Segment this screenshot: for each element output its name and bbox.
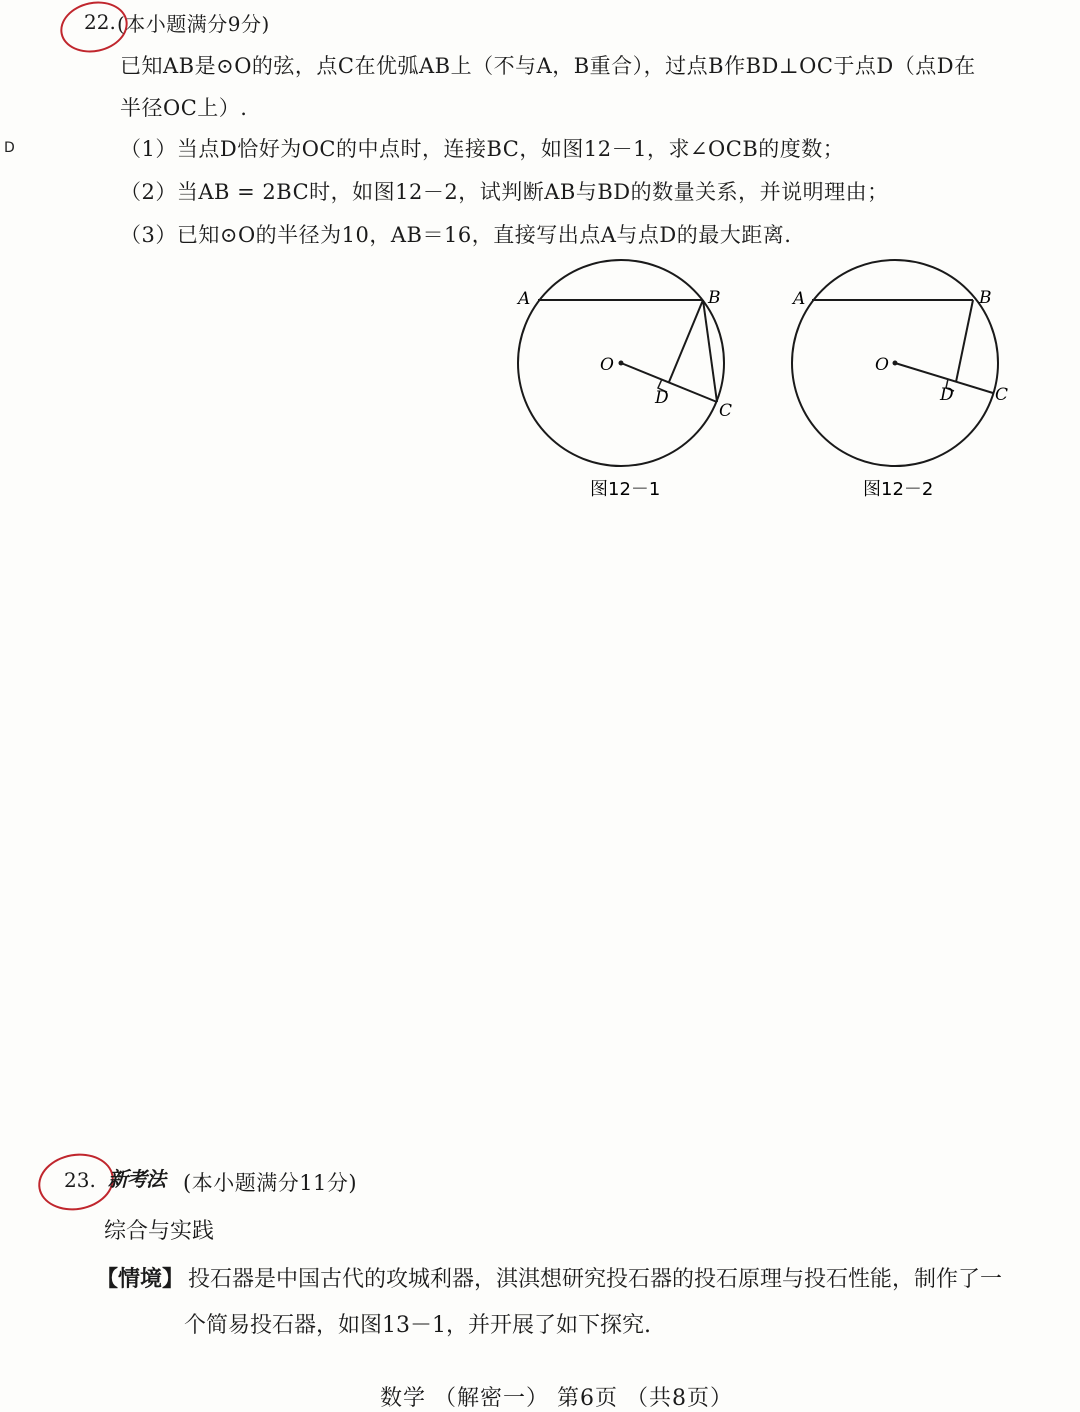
fig1-label-o: O [600, 355, 614, 375]
q22-part3: （3）已知⊙O的半径为10，AB＝16，直接写出点A与点D的最大距离. [120, 223, 792, 247]
fig2-label-d: D [940, 385, 954, 405]
fig2-label-c: C [995, 385, 1009, 405]
q23-context-tag: 【情境】 [96, 1266, 185, 1292]
fig2-label-o: O [875, 355, 889, 375]
fig1-segment-bc [703, 300, 717, 402]
q22-part2: （2）当AB = 2BC时，如图12－2，试判断AB与BD的数量关系，并说明理由； [120, 180, 889, 204]
q22-number: 22. [84, 10, 116, 34]
fig2-center-dot [893, 361, 898, 366]
fig2-label-a: A [793, 289, 806, 309]
fig1-label-a: A [518, 289, 531, 309]
q23-section-title: 综合与实践 [104, 1219, 215, 1244]
fig1-caption: 图12－1 [590, 479, 661, 500]
q23-header: (本小题满分11分) [183, 1171, 358, 1195]
q23-context-line1: 投石器是中国古代的攻城利器，淇淇想研究投石器的投石原理与投石性能，制作了一 [188, 1267, 1003, 1292]
q23-context-line2: 个简易投石器，如图13－1，并开展了如下探究. [184, 1313, 651, 1338]
q23-new-method-badge: 新考法 [108, 1167, 165, 1191]
page-footer: 数学 （解密一） 第6页 （共8页） [380, 1386, 733, 1411]
fig2-segment-bd [956, 300, 973, 382]
q22-stem-line2: 半径OC上）. [120, 96, 248, 120]
q22-stem-line1: 已知AB是⊙O的弦，点C在优弧AB上（不与A，B重合），过点B作BD⊥OC于点D（点D在 [120, 54, 976, 78]
fig2-label-b: B [979, 288, 992, 308]
figure-12-1 [500, 250, 750, 510]
fig1-label-d: D [655, 388, 669, 408]
fig1-center-dot [619, 361, 624, 366]
fig1-segment-oc [621, 363, 717, 402]
left-edge-letter: D [4, 140, 15, 156]
fig1-label-c: C [719, 401, 733, 421]
figure-12-2 [775, 250, 1025, 510]
q22-part1: （1）当点D恰好为OC的中点时，连接BC，如图12－1，求∠OCB的度数； [120, 137, 845, 161]
fig2-caption: 图12－2 [863, 479, 934, 500]
fig1-segment-bd [669, 300, 703, 382]
fig1-label-b: B [708, 288, 721, 308]
q22-header: (本小题满分9分) [117, 12, 270, 36]
q23-number: 23. [64, 1168, 96, 1192]
